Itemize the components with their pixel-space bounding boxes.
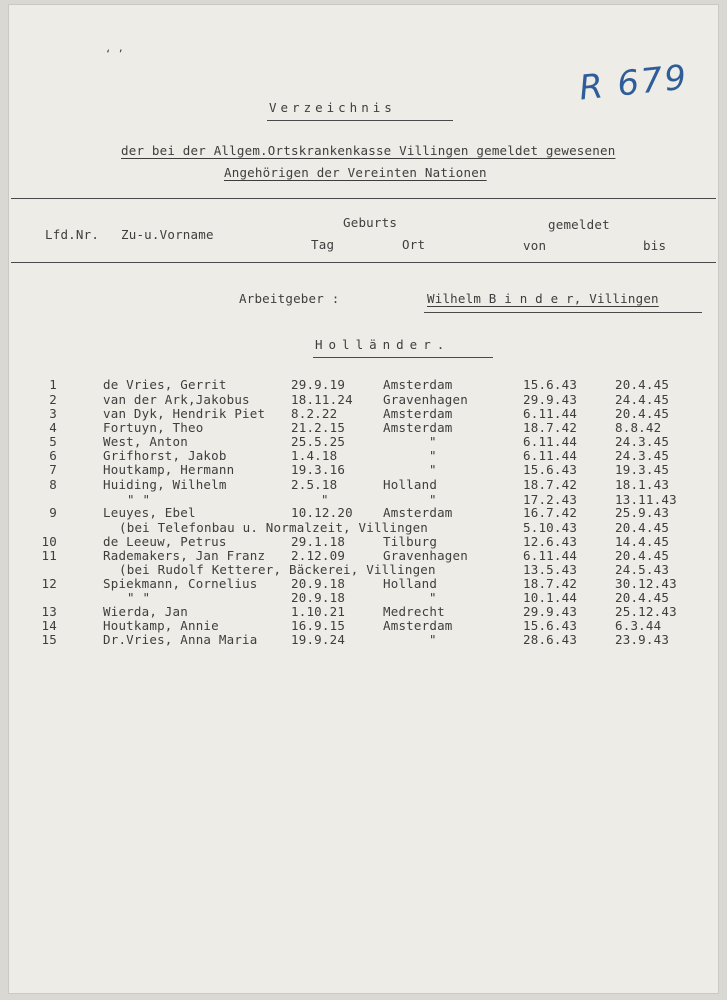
row-birth-date: 20.9.18 [291, 590, 346, 605]
row-registered-from: 6.11.44 [523, 406, 578, 421]
row-number: 14 [41, 618, 57, 633]
subtitle-line-1: der bei der Allgem.Ortskrankenkasse Villingen gemeldet gewesenen [121, 143, 616, 158]
row-name: West, Anton [103, 434, 188, 449]
row-birth-place: Gravenhagen [383, 548, 468, 563]
row-number: 11 [41, 548, 57, 563]
row-registered-from: 18.7.42 [523, 477, 578, 492]
row-name: Houtkamp, Annie [103, 618, 219, 633]
row-registered-from: 29.9.43 [523, 604, 578, 619]
row-registered-from: 15.6.43 [523, 618, 578, 633]
row-name: Fortuyn, Theo [103, 420, 204, 435]
column-header-tag: Tag [311, 237, 335, 252]
column-header-nr: Lfd.Nr. [45, 227, 100, 242]
row-name: Huiding, Wilhelm [103, 477, 227, 492]
row-name: " " [127, 492, 151, 507]
row-birth-place: Gravenhagen [383, 392, 468, 407]
row-registered-from: 6.11.44 [523, 448, 578, 463]
row-number: 12 [41, 576, 57, 591]
row-birth-date: 19.9.24 [291, 632, 346, 647]
row-registered-until: 18.1.43 [615, 477, 670, 492]
document-page [8, 4, 719, 994]
row-name: Grifhorst, Jakob [103, 448, 227, 463]
row-birth-date: 10.12.20 [291, 505, 353, 520]
row-name: Dr.Vries, Anna Maria [103, 632, 258, 647]
row-name: Rademakers, Jan Franz [103, 548, 266, 563]
row-registered-from: 13.5.43 [523, 562, 578, 577]
row-name: (bei Rudolf Ketterer, Bäckerei, Villingen [119, 562, 436, 577]
row-registered-from: 6.11.44 [523, 434, 578, 449]
row-number: 8 [49, 477, 57, 492]
row-name: van Dyk, Hendrik Piet [103, 406, 266, 421]
row-registered-until: 20.4.45 [615, 590, 670, 605]
row-registered-until: 13.11.43 [615, 492, 677, 507]
column-header-geburts: Geburts [343, 215, 398, 230]
row-registered-from: 16.7.42 [523, 505, 578, 520]
row-number: 5 [49, 434, 57, 449]
document-title: Verzeichnis [269, 100, 396, 115]
row-number: 7 [49, 462, 57, 477]
row-birth-date: 1.10.21 [291, 604, 346, 619]
row-registered-until: 25.12.43 [615, 604, 677, 619]
header-rule-top [11, 198, 716, 199]
row-registered-until: 14.4.45 [615, 534, 670, 549]
row-registered-until: 20.4.45 [615, 520, 670, 535]
row-birth-place: Amsterdam [383, 406, 453, 421]
row-registered-until: 23.9.43 [615, 632, 670, 647]
row-registered-from: 5.10.43 [523, 520, 578, 535]
row-number: 15 [41, 632, 57, 647]
row-registered-until: 20.4.45 [615, 377, 670, 392]
employer-value: Wilhelm B i n d e r, Villingen [427, 291, 659, 306]
row-name: van der Ark,Jakobus [103, 392, 250, 407]
employer-label: Arbeitgeber : [239, 291, 340, 306]
row-birth-date: 16.9.15 [291, 618, 346, 633]
row-birth-place: Amsterdam [383, 420, 453, 435]
row-registered-from: 12.6.43 [523, 534, 578, 549]
row-birth-date: 2.5.18 [291, 477, 338, 492]
row-registered-from: 15.6.43 [523, 377, 578, 392]
row-registered-until: 24.5.43 [615, 562, 670, 577]
column-header-bis: bis [643, 238, 667, 253]
row-birth-date: 2.12.09 [291, 548, 346, 563]
row-name: Wierda, Jan [103, 604, 188, 619]
employer-underline [424, 312, 702, 313]
row-birth-place: Medrecht [383, 604, 445, 619]
row-birth-date: 29.9.19 [291, 377, 346, 392]
row-registered-until: 30.12.43 [615, 576, 677, 591]
row-number: 6 [49, 448, 57, 463]
row-number: 10 [41, 534, 57, 549]
row-birth-date: 25.5.25 [291, 434, 346, 449]
row-name: (bei Telefonbau u. Normalzeit, Villingen [119, 520, 429, 535]
row-birth-place: Tilburg [383, 534, 438, 549]
row-number: 13 [41, 604, 57, 619]
row-registered-from: 10.1.44 [523, 590, 578, 605]
row-registered-from: 29.9.43 [523, 392, 578, 407]
row-name: de Leeuw, Petrus [103, 534, 227, 549]
row-registered-from: 15.6.43 [523, 462, 578, 477]
row-name: Houtkamp, Hermann [103, 462, 235, 477]
row-birth-place: Amsterdam [383, 505, 453, 520]
row-birth-date: 1.4.18 [291, 448, 338, 463]
title-underline [267, 120, 453, 121]
row-birth-place: Holland [383, 477, 438, 492]
row-birth-date: 29.1.18 [291, 534, 346, 549]
row-name: de Vries, Gerrit [103, 377, 227, 392]
column-header-von: von [523, 238, 547, 253]
subtitle-line-2: Angehörigen der Vereinten Nationen [224, 165, 487, 180]
row-birth-date: " [321, 492, 329, 507]
archive-stamp: R 679 [577, 57, 691, 109]
row-birth-place: " [429, 492, 437, 507]
row-number: 1 [49, 377, 57, 392]
page-mark: ‘ ’ [105, 49, 124, 60]
row-birth-date: 18.11.24 [291, 392, 353, 407]
row-registered-from: 18.7.42 [523, 420, 578, 435]
section-underline [313, 357, 493, 358]
row-name: " " [127, 590, 151, 605]
row-birth-place: " [429, 632, 437, 647]
row-birth-place: " [429, 448, 437, 463]
row-birth-place: " [429, 434, 437, 449]
row-number: 2 [49, 392, 57, 407]
row-registered-until: 20.4.45 [615, 548, 670, 563]
row-birth-place: " [429, 462, 437, 477]
row-registered-until: 8.8.42 [615, 420, 662, 435]
row-birth-date: 8.2.22 [291, 406, 338, 421]
row-registered-until: 25.9.43 [615, 505, 670, 520]
row-name: Spiekmann, Cornelius [103, 576, 258, 591]
row-birth-date: 20.9.18 [291, 576, 346, 591]
row-birth-place: Amsterdam [383, 618, 453, 633]
row-registered-from: 28.6.43 [523, 632, 578, 647]
row-registered-until: 24.4.45 [615, 392, 670, 407]
row-registered-from: 6.11.44 [523, 548, 578, 563]
column-header-gemeldet: gemeldet [548, 217, 610, 232]
row-birth-place: " [429, 590, 437, 605]
row-registered-until: 20.4.45 [615, 406, 670, 421]
row-birth-place: Holland [383, 576, 438, 591]
row-registered-until: 24.3.45 [615, 434, 670, 449]
section-heading: Holländer. [315, 337, 451, 352]
row-birth-date: 21.2.15 [291, 420, 346, 435]
column-header-name: Zu-u.Vorname [121, 227, 214, 242]
row-number: 3 [49, 406, 57, 421]
column-header-ort: Ort [402, 237, 426, 252]
row-registered-until: 24.3.45 [615, 448, 670, 463]
row-number: 9 [49, 505, 57, 520]
row-registered-from: 17.2.43 [523, 492, 578, 507]
row-number: 4 [49, 420, 57, 435]
header-rule-bottom [11, 262, 716, 263]
row-birth-date: 19.3.16 [291, 462, 346, 477]
row-birth-place: Amsterdam [383, 377, 453, 392]
row-registered-until: 6.3.44 [615, 618, 662, 633]
row-name: Leuyes, Ebel [103, 505, 196, 520]
row-registered-from: 18.7.42 [523, 576, 578, 591]
row-registered-until: 19.3.45 [615, 462, 670, 477]
